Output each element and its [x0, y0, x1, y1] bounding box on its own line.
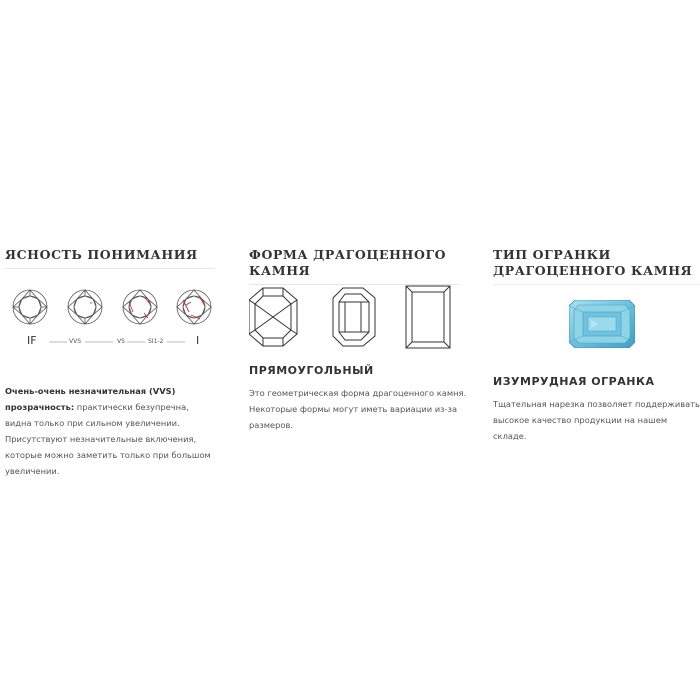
clarity-desc-rest: практически безупречна, видна только при сильном увеличении. Присутствуют незначительные включения, которые можно заметить только при большом увеличении. — [5, 402, 211, 476]
clarity-bold-2: прозрачность: — [5, 402, 75, 412]
emerald-pavilion-icon — [406, 286, 450, 348]
diamond-if-icon — [13, 290, 47, 324]
shape-description: Это геометрическая форма драгоценного камня. Некоторые формы могут иметь вариации из-за размеров. — [249, 388, 467, 430]
diamond-vvs-icon — [68, 290, 102, 324]
diamond-si-icon — [123, 290, 157, 324]
diamond-i-icon — [177, 290, 211, 324]
shape-heading: ФОРМА ДРАГОЦЕННОГО КАМНЯ — [249, 240, 459, 285]
clarity-label-i: I — [196, 334, 200, 347]
clarity-label-vs: VS — [117, 338, 125, 345]
clarity-label-if: IF — [27, 334, 37, 347]
emerald-table-icon — [333, 288, 375, 346]
clarity-bold-1: Очень-очень незначительная (VVS) — [5, 386, 176, 396]
shape-diagrams — [249, 282, 459, 352]
emerald-crown-icon — [249, 288, 297, 346]
shape-section — [249, 240, 467, 430]
cut-title: ИЗУМРУДНАЯ ОГРАНКА — [493, 375, 655, 388]
clarity-description — [5, 383, 215, 479]
clarity-heading: ЯСНОСТЬ ПОНИМАНИЯ — [5, 240, 215, 269]
clarity-label-vvs: VVS — [69, 338, 82, 345]
clarity-section — [5, 240, 215, 476]
cut-section — [493, 240, 700, 441]
emerald-cut-gem-icon — [569, 300, 635, 348]
cut-heading: ТИП ОГРАНКИ ДРАГОЦЕННОГО КАМНЯ — [493, 240, 700, 285]
cut-description: Тщательная нарезка позволяет поддерживать высокое качество продукции на нашем складе. — [493, 399, 700, 441]
shape-title: ПРЯМОУГОЛЬНЫЙ — [249, 364, 374, 377]
clarity-label-si: SI1-2 — [148, 338, 164, 345]
